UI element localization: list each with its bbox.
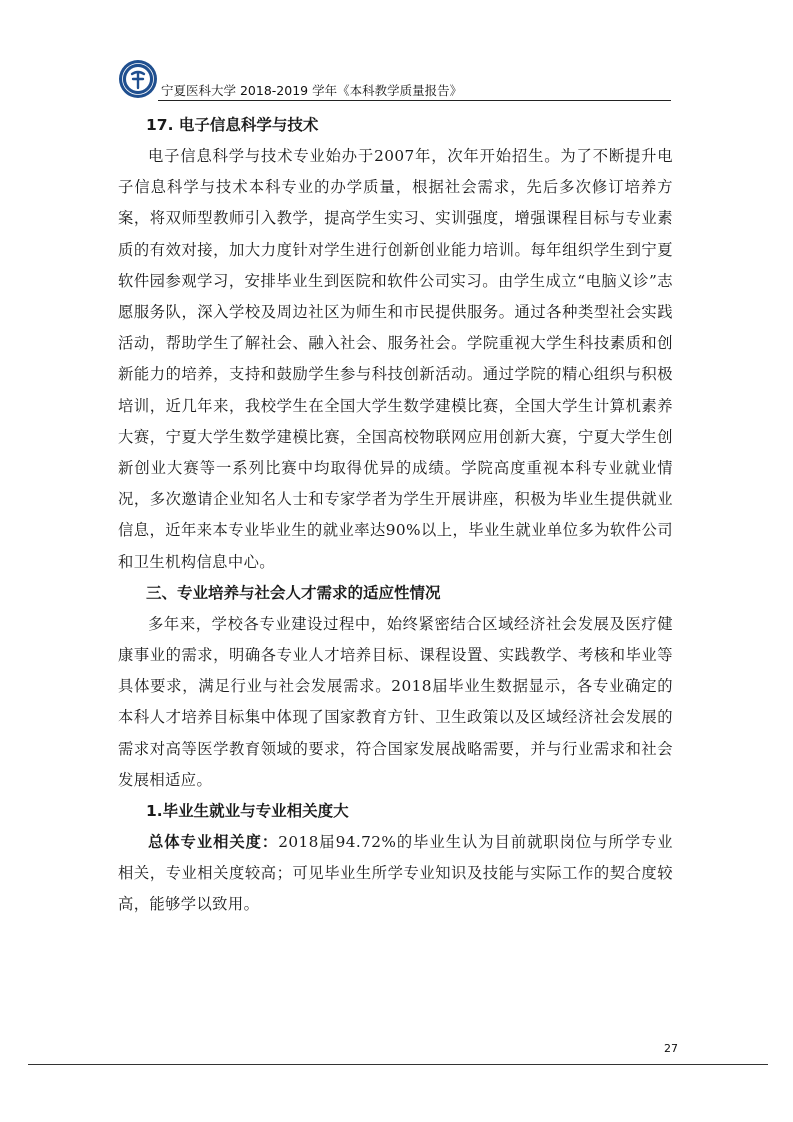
- header-title: 宁夏医科大学 2018-2019 学年《本科教学质量报告》: [161, 83, 463, 98]
- university-seal-icon: [118, 59, 158, 99]
- page-number: 27: [664, 1042, 678, 1055]
- section-heading-3: 三、专业培养与社会人才需求的适应性情况: [146, 583, 441, 602]
- overall-relevance-text: 2018届94.72%的毕业生认为目前就职岗位与所学专业相关，专业相关度较高；可见毕业生所学专业知识及技能与实际工作的契合度较高，能够学以致用。: [118, 833, 673, 914]
- page-body: [118, 110, 673, 921]
- page-header: [118, 55, 671, 103]
- section-17-paragraph: 电子信息科学与技术专业始办于2007年，次年开始招生。为了不断提升电子信息科学与技术本科专业的办学质量，根据社会需求，先后多次修订培养方案，将双师型教师引入教学，提高学生实习、实训强度，增强课程目标与专业素质的有效对接，加大力度针对学生进行创新创业能力培训。每年组织学生到宁夏软件园参观学习，安排毕业生到医院和软件公司实习。由学生成立“电脑义诊”志愿服务队，深入学校及周边社区为师生和市民提供服务。通过各种类型社会实践活动，帮助学生了解社会、融入社会、服务社会。学院重视大学生科技素质和创新能力的培养，支持和鼓励学生参与科技创新活动。通过学院的精心组织与积极培训，近几年来，我校学生在全国大学生数学建模比赛，全国大学生计算机素养大赛，宁夏大学生数学建模比赛，全国高校物联网应用创新大赛，宁夏大学生创新创业大赛等一系列比赛中均取得优异的成绩。学院高度重视本科专业就业情况，多次邀请企业知名人士和专家学者为学生开展讲座，积极为毕业生提供就业信息，近年来本专业毕业生的就业率达90%以上，毕业生就业单位多为软件公司和卫生机构信息中心。: [118, 147, 673, 571]
- subsection-1-paragraph: [118, 827, 673, 921]
- header-divider: [158, 100, 671, 101]
- overall-relevance-label: 总体专业相关度：: [148, 833, 279, 852]
- section-3-paragraph: 多年来，学校各专业建设过程中，始终紧密结合区域经济社会发展及医疗健康事业的需求，明确各专业人才培养目标、课程设置、实践教学、考核和毕业等具体要求，满足行业与社会发展需求。2018届毕业生数据显示，各专业确定的本科人才培养目标集中体现了国家教育方针、卫生政策以及区域经济社会发展的需求对高等医学教育领域的要求，符合国家发展战略需要，并与行业需求和社会发展相适应。: [118, 614, 673, 789]
- section-heading-17: 17. 电子信息科学与技术: [146, 116, 319, 134]
- footer-divider: [28, 1064, 768, 1065]
- subsection-heading-1: 1.毕业生就业与专业相关度大: [146, 802, 349, 821]
